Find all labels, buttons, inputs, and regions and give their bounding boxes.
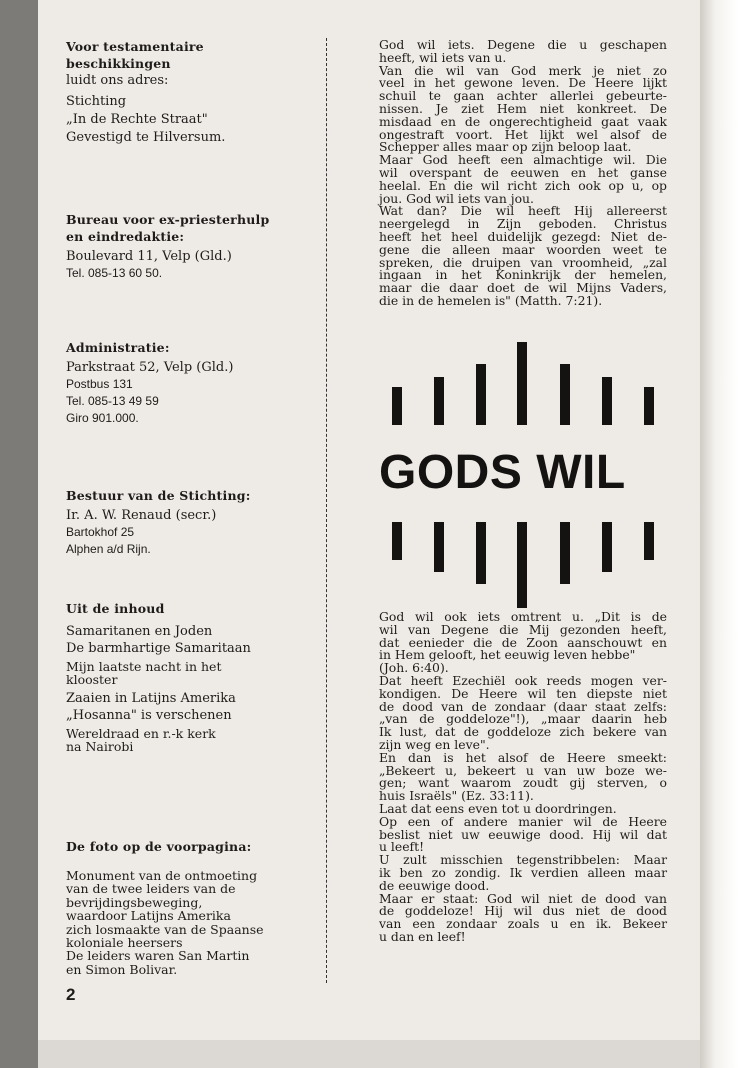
article-line: Maar er staat: God wil niet de dood van [379,890,667,906]
inhoud-item: Zaaien in Latijns Amerika [66,690,236,706]
article-line: misdaad en de ongerechtigheid gaat vaak [379,113,667,129]
article-line: Ik lust, dat de goddeloze zich bekere van [379,724,667,740]
article-line: u leeft! [379,839,425,855]
bureau-heading: Bureau voor ex-priesterhulp en eindredaktie: [66,212,270,244]
article-line: spreken, die druipen van vroomheid, „zal [379,254,667,270]
article-line: „Bekeert u, bekeert u van uw boze we- [379,762,667,778]
inhoud-item: Samaritanen en Joden [66,624,213,639]
bestuur-line: Alphen a/d Rijn. [66,542,151,556]
bar-bottom-1 [392,522,402,560]
article-line: Laat dat eens even tot u doordringen. [379,800,617,816]
article-line: heelal. En die wil richt zich ook op u, op [379,177,667,193]
testament-heading: Voor testamentaire beschikkingen [66,39,204,71]
article-text-bottom [379,611,667,944]
foto-caption-line: zich losmaakte van de Spaanse [66,921,264,937]
inhoud-section [66,600,306,754]
foto-section [66,838,306,976]
article-line: (Joh. 6:40). [379,660,449,676]
article-line: Op een of andere manier wil de Heere [379,813,667,829]
bestuur-line: Bartokhof 25 [66,525,135,539]
article-line: Dat heeft Ezechiël ook reeds mogen ver- [379,672,667,688]
article-line: de eeuwige dood. [379,877,490,893]
bar-bottom-2 [434,522,444,572]
page-bottom-edge [38,1040,700,1068]
administratie-line: Postbus 131 [66,377,133,391]
bar-top-1 [392,387,402,425]
bar-bottom-3 [476,522,486,584]
administratie-line: Tel. 085-13 49 59 [66,394,159,408]
article-line: de dood van de zondaar (daar staat zelfs: [379,698,667,714]
bureau-section [66,211,306,282]
page-number: 2 [66,985,76,1004]
article-line: gene die alleen maar woorden weet te [379,241,667,257]
inhoud-item: na Nairobi [66,739,134,755]
column-divider [326,38,327,983]
article-line: huis Israëls" (Ez. 33:11). [379,788,534,804]
foto-caption-line: van de twee leiders van de [66,881,236,897]
foto-caption-line: De leiders waren San Martin [66,948,250,964]
inhoud-item: klooster [66,672,118,688]
foto-caption-line: Monument van de ontmoeting [66,868,258,883]
bar-top-5 [560,364,570,425]
testament-line: „In de Rechte Straat" [66,112,208,127]
bureau-line: Boulevard 11, Velp (Gld.) [66,249,232,264]
inhoud-heading: Uit de inhoud [66,601,165,616]
gods-wil-title: GODS WIL [379,446,626,499]
article-line: kondigen. De Heere wil ten diepste niet [379,685,667,701]
article-line: in Hem gelooft, het eeuwig leven hebbe" [379,647,636,663]
administratie-section [66,339,306,427]
bureau-line: Tel. 085-13 60 50. [66,266,163,280]
bestuur-heading: Bestuur van de Stichting: [66,488,251,503]
article-line: schuil te gaan achter allerlei gebeurte- [379,88,667,104]
article-line: God wil ook iets omtrent u. „Dit is de [379,609,667,624]
bar-bottom-6 [602,522,612,572]
foto-caption-line: waardoor Latijns Amerika [66,908,231,924]
inhoud-list [66,623,306,754]
testament-line: luidt ons adres: [66,73,169,88]
bar-top-4 [517,342,527,425]
testament-line: Gevestigd te Hilversum. [66,130,226,145]
bar-top-2 [434,377,444,425]
article-line: maar die daar doet de wil Mijns Vaders, [379,280,667,296]
article-line: wil overspant de eeuwen en het ganse [379,164,667,180]
article-line: nissen. Je ziet Hem niet konkreet. De [379,100,667,116]
foto-heading: De foto op de voorpagina: [66,839,252,854]
bar-bottom-5 [560,522,570,584]
bar-top-7 [644,387,654,425]
bestuur-line: Ir. A. W. Renaud (secr.) [66,508,217,523]
article-line: beslist niet uw eeuwige dood. Hij wil dat [379,826,667,842]
article-line: veel in het gewone leven. De Heere lijkt [379,75,667,91]
article-line: neergelegd in Zijn geboden. Christus [379,216,667,232]
article-line: u dan en leef! [379,928,466,944]
article-line: Schepper alles maar op zijn beloop laat. [379,139,632,155]
article-line: En dan is het alsof de Heere smeekt: [379,749,667,765]
article-line: Van die wil van God merk je niet zo [379,62,667,78]
article-line: die in de hemelen is" (Matth. 7:21). [379,292,603,308]
article-line: God wil iets. Degene die u geschapen [379,37,667,52]
administratie-heading: Administratie: [66,340,170,355]
article-line: ik ben zo zondig. Ik verdien alleen maar [379,864,667,880]
testament-section [66,38,306,146]
foto-caption-line: en Simon Bolivar. [66,961,178,977]
article-line: jou. God wil iets van jou. [379,190,534,206]
bar-bottom-7 [644,522,654,560]
administratie-line: Giro 901.000. [66,411,139,425]
inhoud-item: De barmhartige Samaritaan [66,641,251,656]
article-line: ingaan in het Koninkrijk der hemelen, [379,267,667,283]
inhoud-item: „Hosanna" is verschenen [66,707,232,723]
article-line: U zult misschien tegenstribbelen: Maar [379,852,667,868]
article-line: de goddeloze! Hij wil dus niet de dood [379,903,667,919]
inhoud-item: Mijn laatste nacht in het [66,659,222,674]
testament-line: Stichting [66,94,127,109]
article-line: dat eenieder die de Zoon aanschouwt en [379,634,667,650]
article-line: heeft het heel duidelijk gezegd: Niet de- [379,228,667,244]
inhoud-item: Wereldraad en r.-k kerk [66,725,216,741]
article-line: heeft, wil iets van u. [379,49,507,65]
page-edge-shadow [700,0,738,1068]
article-line: Maar God heeft een almachtige wil. Die [379,152,667,168]
article-line: wil van Degene die Mij gezonden heeft, [379,621,667,637]
foto-caption [66,869,306,976]
article-line: „van de goddeloze"!), „maar daarin heb [379,711,667,727]
article-line: van een zondaar zoals u en ik. Bekeer [379,916,667,932]
article-line: Wat dan? Die wil heeft Hij allereerst [379,203,667,219]
article-line: ongestraft voort. Het lijkt wel alsof de [379,126,667,142]
article-line: gen; want waarom zoudt gij sterven, o [379,775,667,791]
foto-caption-line: bevrijdingsbeweging, [66,894,203,910]
bestuur-section [66,487,306,558]
foto-caption-line: koloniale heersers [66,935,183,951]
bar-top-3 [476,364,486,425]
article-line: zijn weg en leve". [379,736,490,752]
bar-top-6 [602,377,612,425]
article-text-top [379,39,667,308]
administratie-line: Parkstraat 52, Velp (Gld.) [66,360,234,375]
bar-bottom-4 [517,522,527,608]
